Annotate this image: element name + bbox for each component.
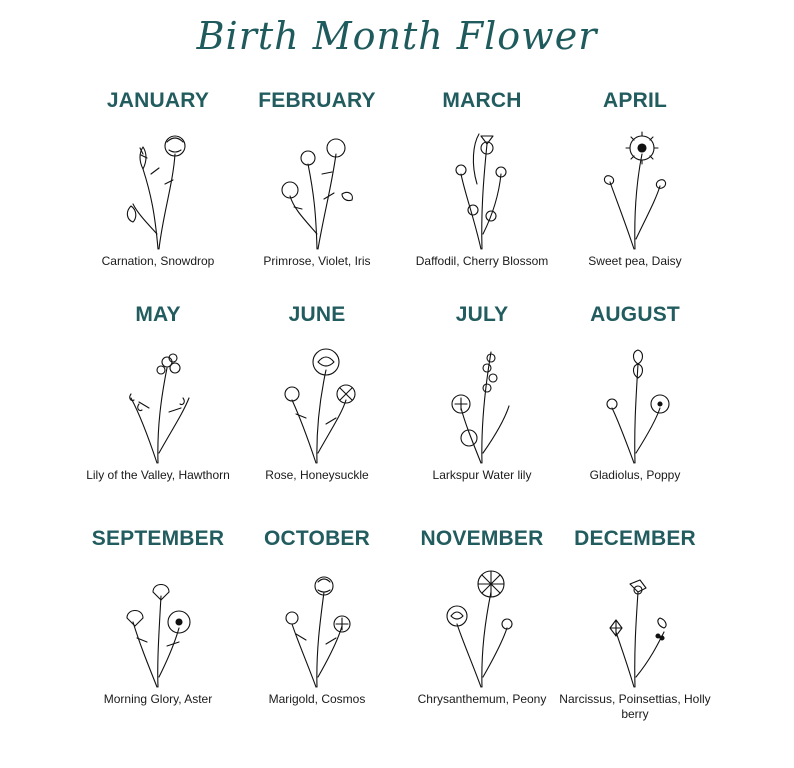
chrysanthemum-peony-icon [427, 552, 537, 692]
month-name: MAY [135, 303, 181, 326]
month-name: AUGUST [590, 303, 680, 326]
month-name: FEBRUARY [258, 89, 376, 112]
month-card-december [540, 526, 730, 722]
flower-names: Carnation, Snowdrop [101, 254, 215, 268]
daffodil-cherry-blossom-icon [427, 114, 537, 254]
flower-names: Primrose, Violet, Iris [263, 254, 371, 268]
flower-names: Gladiolus, Poppy [589, 468, 681, 482]
carnation-snowdrop-icon [103, 114, 213, 254]
gladiolus-poppy-icon [580, 328, 690, 468]
month-name: MARCH [442, 89, 522, 112]
flower-names: Chrysanthemum, Peony [417, 692, 547, 706]
month-card-august [540, 302, 730, 483]
month-name: JULY [455, 303, 509, 326]
month-name: DECEMBER [574, 527, 696, 550]
flower-names: Morning Glory, Aster [103, 692, 213, 706]
primrose-violet-iris-icon [262, 114, 372, 254]
flower-names: Marigold, Cosmos [268, 692, 366, 706]
flower-names: Narcissus, Poinsettias, Holly berry [559, 692, 711, 721]
flower-names: Rose, Honeysuckle [265, 468, 369, 482]
month-card-april [540, 88, 730, 269]
month-name: JUNE [288, 303, 346, 326]
narcissus-poinsettia-holly-icon [580, 552, 690, 692]
month-card-october [222, 526, 412, 707]
month-card-february [222, 88, 412, 269]
flower-names: Sweet pea, Daisy [588, 254, 682, 268]
larkspur-water-lily-icon [427, 328, 537, 468]
flower-names: Daffodil, Cherry Blossom [415, 254, 549, 268]
month-card-june [222, 302, 412, 483]
sweet-pea-daisy-icon [580, 114, 690, 254]
month-name: APRIL [603, 89, 667, 112]
rose-honeysuckle-icon [262, 328, 372, 468]
month-name: NOVEMBER [420, 527, 544, 550]
flower-names: Larkspur Water lily [432, 468, 532, 482]
month-name: OCTOBER [263, 527, 371, 550]
lily-hawthorn-icon [103, 328, 213, 468]
month-name: SEPTEMBER [91, 527, 225, 550]
page-title: Birth Month Flower [196, 14, 598, 58]
month-name: JANUARY [106, 89, 210, 112]
morning-glory-aster-icon [103, 552, 213, 692]
marigold-cosmos-icon [262, 552, 372, 692]
flower-names: Lily of the Valley, Hawthorn [86, 468, 230, 482]
